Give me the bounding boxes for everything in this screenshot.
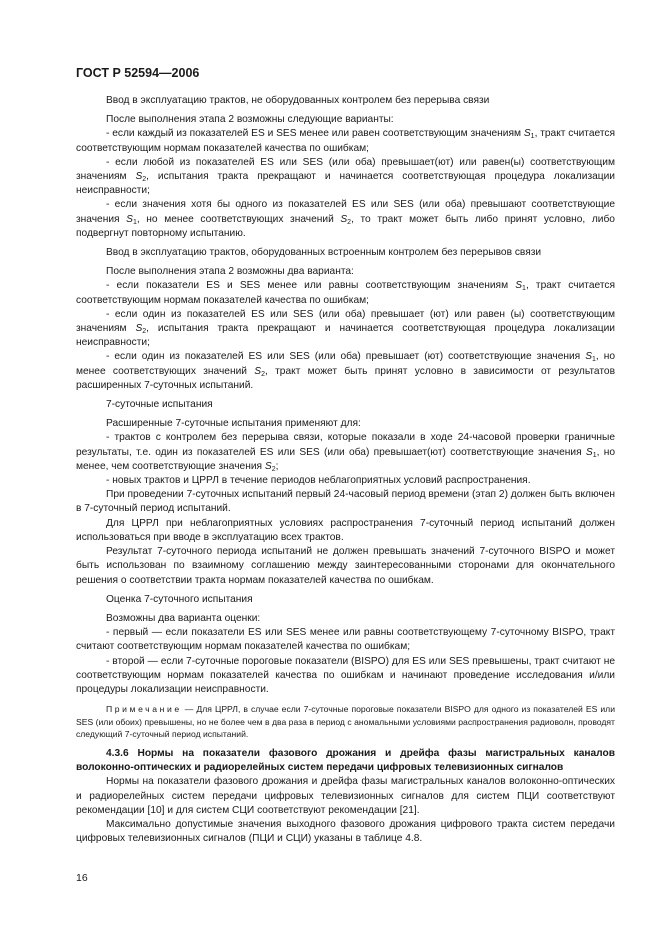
- section-title: Ввод в эксплуатацию трактов, не оборудованных контролем без перерыва связи: [106, 95, 490, 106]
- paragraph: - если значения хотя бы одного из показателей ES или SES (или оба) превышают соответствующие значения $S_1$, но менее соответствующих значений $S_2$, то тракт может быть либо принят условно, либо подвергнут повторному испытанию.: [76, 199, 615, 239]
- section-title: Оценка 7-суточного испытания: [106, 593, 253, 605]
- paragraph: - если показатели ES и SES менее или равны соответствующим значениям $S_1$, тракт считается соответствующим нормам показателей качества по ошибкам;: [76, 280, 615, 306]
- paragraph: Нормы на показатели фазового дрожания и дрейфа фазы магистральных каналов волоконно-оптических и радиорелейных систем передачи цифровых телевизионных сигналов для систем ПЦИ соответствуют рекомендации [10] и для систем СЦИ соответствуют рекомендации [21].: [76, 776, 615, 816]
- paragraph: Возможны два варианта оценки:: [106, 612, 261, 624]
- paragraph: - если каждый из показателей ES и SES менее или равен соответствующим значениям $S_1$, тракт считается соответствующим нормам показателей качества по ошибкам;: [76, 128, 615, 154]
- page-number: 16: [76, 872, 88, 884]
- paragraph: - если один из показателей ES или SES (или оба) превышает (ют) или равен (ы) соответствующим значениям $S_2$, испытания тракта прекращают и начинается соответствующая процедура локализации неисправности;: [76, 308, 615, 349]
- section-title: Ввод в эксплуатацию трактов, оборудованных встроенным контролем без перерывов связи: [106, 247, 542, 259]
- paragraph: Максимально допустимые значения выходного фазового дрожания цифрового тракта систем передачи цифровых телевизионных сигналов (ПЦИ и СЦИ) указаны в таблице 4.8.: [76, 818, 615, 845]
- paragraph: - если любой из показателей ES или SES (или оба) превышает(ют) или равен(ы) соответствующим значениям $S_2$, испытания тракта прекращают и начинается соответствующая процедура локализации неисправности;: [76, 156, 615, 197]
- paragraph: - первый — если показатели ES или SES менее или равны соответствующему 7-суточному BISPO, тракт считают соответствующим нормам показателей качества по ошибкам;: [76, 627, 615, 653]
- note-label: Примечание: [106, 704, 182, 715]
- paragraph: - трактов с контролем без перерыва связи, которые показали в ходе 24-часовой проверки граничные результаты, т.е. один из показателей ES или SES (или оба) превышает(ют) соответствующие значения $S_1$, но менее, чем соответствующие значения $S_2$;: [76, 432, 616, 473]
- paragraph: При проведении 7-суточных испытаний первый 24-часовый период времени (этап 2) должен быть включен в 7-суточный период испытаний.: [76, 489, 615, 515]
- page-header: ГОСТ Р 52594—2006: [76, 66, 200, 80]
- paragraph: - второй — если 7-суточные пороговые показатели (BISPO) для ES или SES превышены, тракт считают не соответствующим нормам показателей качества по ошибкам и начинают проведение исследования и/или процедуры локализации неисправности.: [76, 655, 615, 695]
- paragraph: Результат 7-суточного периода испытаний не должен превышать значений 7-суточного BISPO и может быть использован по взаимному соглашению между заинтересованными сторонами для окончательного решения о соответствии тракта нормам показателей качества по ошибкам.: [76, 546, 615, 586]
- paragraph: После выполнения этапа 2 возможны следующие варианты:: [106, 114, 394, 126]
- paragraph: Расширенные 7-суточные испытания применяют для:: [106, 418, 361, 430]
- note-text: — Для ЦРРЛ, в случае если 7-суточные пороговые показатели BISPO для одного из показателей ES или SES (или обоих) превышены, но не более чем в два раза в период с аномальными условиями распространения радиоволн, проводят следующий 7-суточный период испытаний.: [76, 704, 615, 740]
- paragraph: - если один из показателей ES или SES (или оба) превышает (ют) соответствующие значения $S_1$, но менее соответствующих значений $S_2$, тракт может быть принят условно в зависимости от результатов расширенных 7-суточных испытаний.: [76, 351, 616, 391]
- section-heading-4-3-6: 4.3.6 Нормы на показатели фазового дрожания и дрейфа фазы магистральных каналов волоконно-оптических и радиорелейных систем передачи цифровых телевизионных сигналов: [76, 747, 615, 774]
- paragraph: Для ЦРРЛ при неблагоприятных условиях распространения 7-суточный период испытаний должен использоваться при вводе в эксплуатацию всех трактов.: [76, 517, 615, 543]
- paragraph: После выполнения этапа 2 возможны два варианта:: [106, 266, 354, 278]
- page-content: [76, 94, 615, 846]
- paragraph: - новых трактов и ЦРРЛ в течение периодов неблагоприятных условий распространения.: [106, 475, 531, 487]
- note: [76, 703, 615, 741]
- section-title: 7-суточные испытания: [106, 399, 213, 411]
